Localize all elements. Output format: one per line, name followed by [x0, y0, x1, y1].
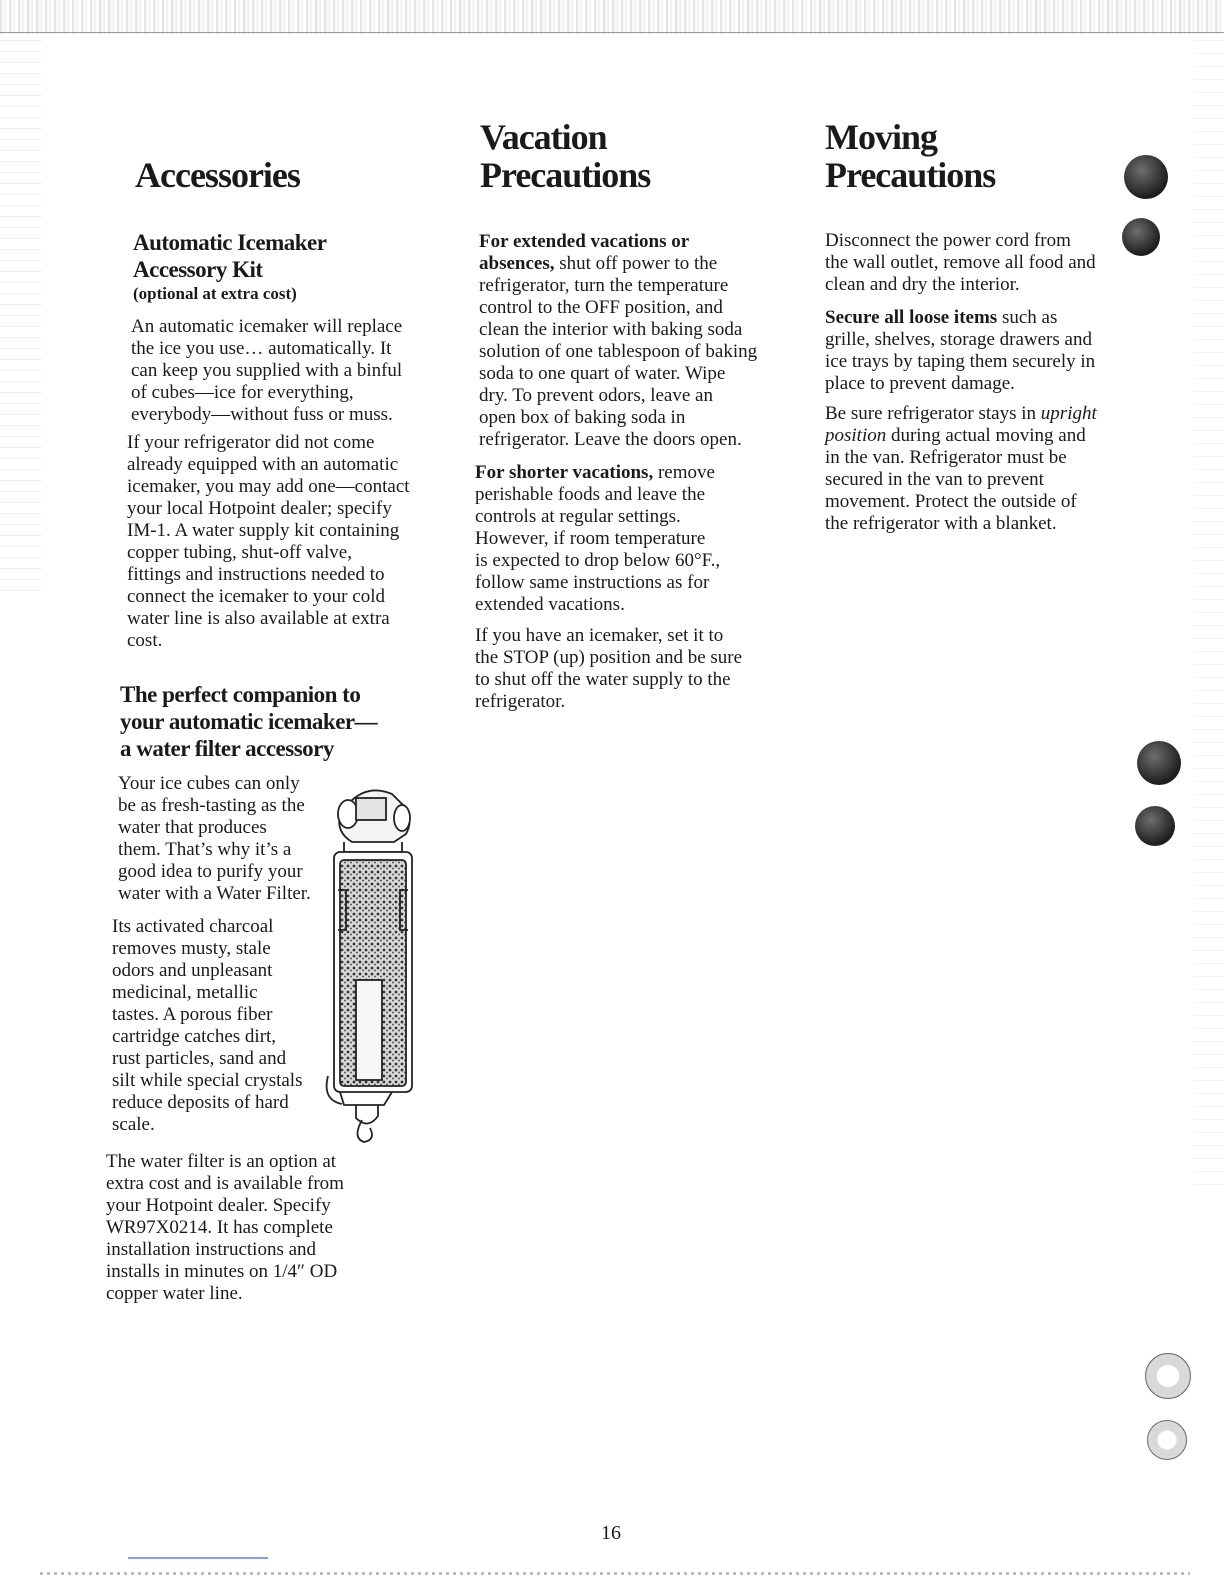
icemaker-kit-heading	[133, 229, 326, 283]
text-line: The water filter is an option at	[106, 1151, 337, 1172]
text-line: tastes. A porous fiber	[112, 1004, 273, 1025]
text-line: rust particles, sand and	[112, 1048, 287, 1069]
text-line: the STOP (up) position and be sure	[475, 647, 743, 668]
text-line: removes musty, stale	[112, 938, 271, 959]
binder-hole-4	[1135, 806, 1175, 846]
binder-hole-6	[1147, 1420, 1187, 1460]
bold-lead: Secure all loose items	[825, 307, 998, 328]
scan-artifact-top-line	[0, 32, 1224, 33]
moving-title	[825, 118, 995, 194]
text-line: If you have an icemaker, set it to	[475, 625, 724, 646]
moving-paragraph-2	[825, 307, 1095, 395]
vacation-title	[480, 118, 650, 194]
text-line: icemaker, you may add one—contact	[127, 476, 410, 497]
italic-text: position	[825, 425, 887, 446]
text-line: remove	[653, 462, 715, 483]
text-line: medicinal, metallic	[112, 982, 258, 1003]
text-line: shut off power to the	[554, 253, 718, 274]
text-line: already equipped with an automatic	[127, 454, 399, 475]
text-line: solution of one tablespoon of baking	[479, 341, 758, 362]
text-line: grille, shelves, storage drawers and	[825, 329, 1092, 350]
water-filter-paragraph-1	[118, 773, 311, 905]
text-line: open box of baking soda in	[479, 407, 686, 428]
scan-artifact-left	[0, 40, 42, 600]
vacation-paragraph-2	[475, 462, 720, 616]
water-filter-illustration	[322, 780, 414, 1145]
text-line: ice trays by taping them securely in	[825, 351, 1096, 372]
text-line: reduce deposits of hard	[112, 1092, 289, 1113]
icemaker-kit-paragraph-2	[127, 432, 410, 652]
text-line: your local Hotpoint dealer; specify	[127, 498, 392, 519]
text-line: An automatic icemaker will replace	[131, 316, 403, 337]
text-line: during actual moving and	[886, 425, 1086, 446]
text-line: scale.	[112, 1114, 155, 1135]
text-line: extended vacations.	[475, 594, 625, 615]
accessories-title: Accessories	[135, 155, 300, 195]
binder-hole-3	[1137, 741, 1181, 785]
text-line: refrigerator. Leave the doors open.	[479, 429, 742, 450]
text-line: IM-1. A water supply kit containing	[127, 520, 400, 541]
binder-hole-5	[1145, 1353, 1191, 1399]
water-filter-heading-line1: The perfect companion to	[120, 682, 361, 707]
text-line: cartridge catches dirt,	[112, 1026, 277, 1047]
text-line: Be sure refrigerator stays in	[825, 403, 1041, 424]
text-line: clean the interior with baking soda	[479, 319, 743, 340]
text-line: dry. To prevent odors, leave an	[479, 385, 713, 406]
bold-lead: For extended vacations or	[479, 231, 690, 252]
text-line: connect the icemaker to your cold	[127, 586, 385, 607]
text-line: control to the OFF position, and	[479, 297, 723, 318]
bottom-rule	[128, 1557, 268, 1559]
moving-title-line1: Moving	[825, 117, 938, 157]
text-line: controls at regular settings.	[475, 506, 681, 527]
water-filter-heading-line2: your automatic icemaker—	[120, 709, 378, 734]
icemaker-kit-note: (optional at extra cost)	[133, 284, 297, 303]
text-line: your Hotpoint dealer. Specify	[106, 1195, 331, 1216]
text-line: good idea to purify your	[118, 861, 303, 882]
text-line: refrigerator.	[475, 691, 566, 712]
text-line: secured in the van to prevent	[825, 469, 1044, 490]
text-line: installs in minutes on 1/4″ OD	[106, 1261, 338, 1282]
text-line: such as	[997, 307, 1058, 328]
text-line: can keep you supplied with a binful	[131, 360, 403, 381]
text-line: movement. Protect the outside of	[825, 491, 1077, 512]
vacation-title-line1: Vacation	[480, 117, 607, 157]
water-filter-heading-line3: a water filter accessory	[120, 736, 334, 761]
icemaker-kit-paragraph-1	[131, 316, 402, 426]
vacation-title-line2: Precautions	[480, 155, 651, 195]
icemaker-kit-heading-line1: Automatic Icemaker	[133, 230, 327, 255]
text-line: perishable foods and leave the	[475, 484, 706, 505]
vacation-paragraph-3	[475, 625, 742, 713]
scan-artifact-bottom	[40, 1572, 1190, 1575]
text-line: place to prevent damage.	[825, 373, 1015, 394]
text-line: clean and dry the interior.	[825, 274, 1020, 295]
text-line: soda to one quart of water. Wipe	[479, 363, 726, 384]
binder-hole-2	[1122, 218, 1160, 256]
moving-paragraph-1	[825, 230, 1096, 296]
text-line: extra cost and is available from	[106, 1173, 344, 1194]
scan-artifact-right	[1194, 40, 1224, 1190]
scan-artifact-top	[0, 0, 1224, 34]
text-line: the refrigerator with a blanket.	[825, 513, 1057, 534]
text-line: silt while special crystals	[112, 1070, 303, 1091]
text-line: fittings and instructions needed to	[127, 564, 385, 585]
text-line: of cubes—ice for everything,	[131, 382, 354, 403]
page-number: 16	[601, 1522, 621, 1544]
italic-text: upright	[1040, 403, 1097, 424]
text-line: Your ice cubes can only	[118, 773, 300, 794]
text-line: everybody—without fuss or muss.	[131, 404, 393, 425]
text-line: the wall outlet, remove all food and	[825, 252, 1096, 273]
bold-lead: For shorter vacations,	[475, 462, 654, 483]
text-line: water that produces	[118, 817, 267, 838]
text-line: water line is also available at extra	[127, 608, 390, 629]
moving-paragraph-3	[825, 403, 1097, 535]
moving-title-line2: Precautions	[825, 155, 996, 195]
text-line: installation instructions and	[106, 1239, 317, 1260]
text-line: in the van. Refrigerator must be	[825, 447, 1067, 468]
text-line: the ice you use… automatically. It	[131, 338, 392, 359]
icemaker-kit-heading-line2: Accessory Kit	[133, 257, 263, 282]
water-filter-paragraph-2	[112, 916, 302, 1136]
text-line: be as fresh-tasting as the	[118, 795, 305, 816]
text-line: odors and unpleasant	[112, 960, 273, 981]
binder-hole-1	[1124, 155, 1168, 199]
water-filter-paragraph-3	[106, 1151, 344, 1305]
bold-lead: absences,	[479, 253, 555, 274]
text-line: Its activated charcoal	[112, 916, 274, 937]
text-line: cost.	[127, 630, 163, 651]
text-line: copper tubing, shut-off valve,	[127, 542, 352, 563]
text-line: them. That’s why it’s a	[118, 839, 292, 860]
water-filter-heading	[120, 681, 377, 762]
text-line: Disconnect the power cord from	[825, 230, 1071, 251]
text-line: copper water line.	[106, 1283, 243, 1304]
text-line: refrigerator, turn the temperature	[479, 275, 729, 296]
vacation-paragraph-1	[479, 231, 757, 451]
text-line: water with a Water Filter.	[118, 883, 311, 904]
text-line: follow same instructions as for	[475, 572, 710, 593]
text-line: However, if room temperature	[475, 528, 706, 549]
text-line: to shut off the water supply to the	[475, 669, 731, 690]
text-line: WR97X0214. It has complete	[106, 1217, 333, 1238]
text-line: If your refrigerator did not come	[127, 432, 375, 453]
text-line: is expected to drop below 60°F.,	[475, 550, 721, 571]
